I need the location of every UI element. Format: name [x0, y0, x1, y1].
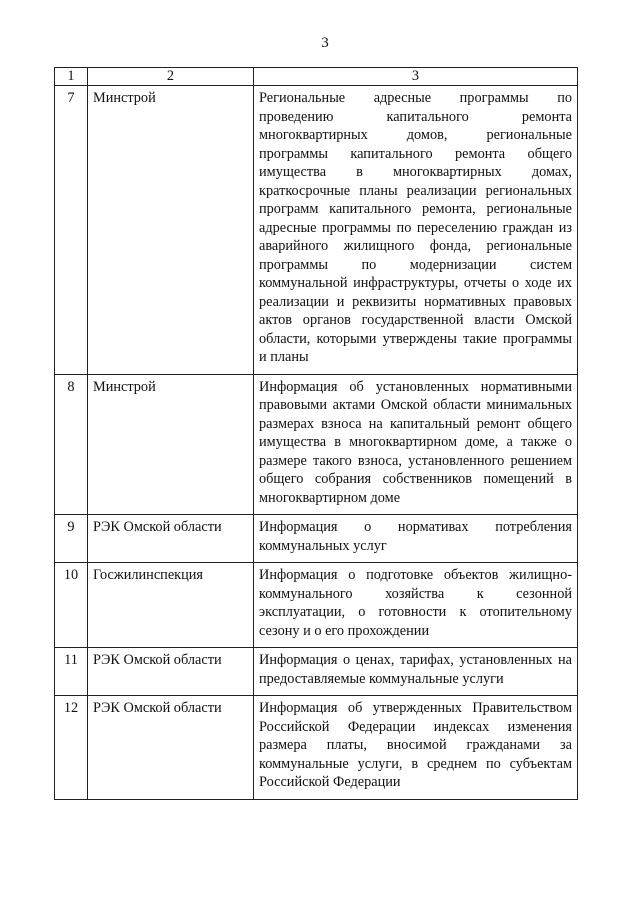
responsible-agency: Госжилинспекция	[88, 563, 254, 648]
row-number: 9	[55, 515, 88, 563]
information-description: Информация об установленных нормативными правовыми актами Омской области минимальных размерах взноса на капитальный ремонт общего имущества в многоквартирном доме, а также о размере такого взноса, установленного решением общего собрания собственников помещений в многоквартирном доме	[254, 374, 578, 515]
page-number: 3	[321, 35, 329, 51]
row-number: 7	[55, 86, 88, 375]
row-number: 12	[55, 696, 88, 800]
responsible-agency: Минстрой	[88, 374, 254, 515]
table-row	[55, 86, 578, 375]
table-row	[55, 696, 578, 800]
responsible-agency: РЭК Омской области	[88, 648, 254, 696]
header-cell-2: 2	[88, 68, 254, 86]
information-description: Информация о нормативах потребления коммунальных услуг	[254, 515, 578, 563]
information-description: Информация о подготовке объектов жилищно-коммунального хозяйства к сезонной эксплуатации, о готовности к отопительному сезону и о его прохождении	[254, 563, 578, 648]
information-description: Информация о ценах, тарифах, установленных на предоставляемые коммунальные услуги	[254, 648, 578, 696]
information-description: Информация об утвержденных Правительством Российской Федерации индексах изменения размера платы, вносимой гражданами за коммунальные услуги, в среднем по субъектам Российской Федерации	[254, 696, 578, 800]
information-description: Региональные адресные программы по проведению капитального ремонта многоквартирных домов, региональные программы капитального ремонта общего имущества в многоквартирных домах, краткосрочные планы реализации региональных программ капитального ремонта, региональные адресные программы по переселению граждан из аварийного жилищного фонда, региональные программы по модернизации систем коммунальной инфраструктуры, отчеты о ходе их реализации и реквизиты нормативных правовых актов органов государственной власти Омской области, которыми утверждены такие программы и планы	[254, 86, 578, 375]
row-number: 8	[55, 374, 88, 515]
table-row	[55, 515, 578, 563]
responsible-agency: РЭК Омской области	[88, 515, 254, 563]
table-header-row	[55, 68, 578, 86]
responsible-agency: РЭК Омской области	[88, 696, 254, 800]
header-cell-1: 1	[55, 68, 88, 86]
row-number: 10	[55, 563, 88, 648]
header-cell-3: 3	[254, 68, 578, 86]
responsible-agency: Минстрой	[88, 86, 254, 375]
row-number: 11	[55, 648, 88, 696]
table-row	[55, 648, 578, 696]
table-row	[55, 374, 578, 515]
table-row	[55, 563, 578, 648]
document-table	[54, 67, 578, 800]
